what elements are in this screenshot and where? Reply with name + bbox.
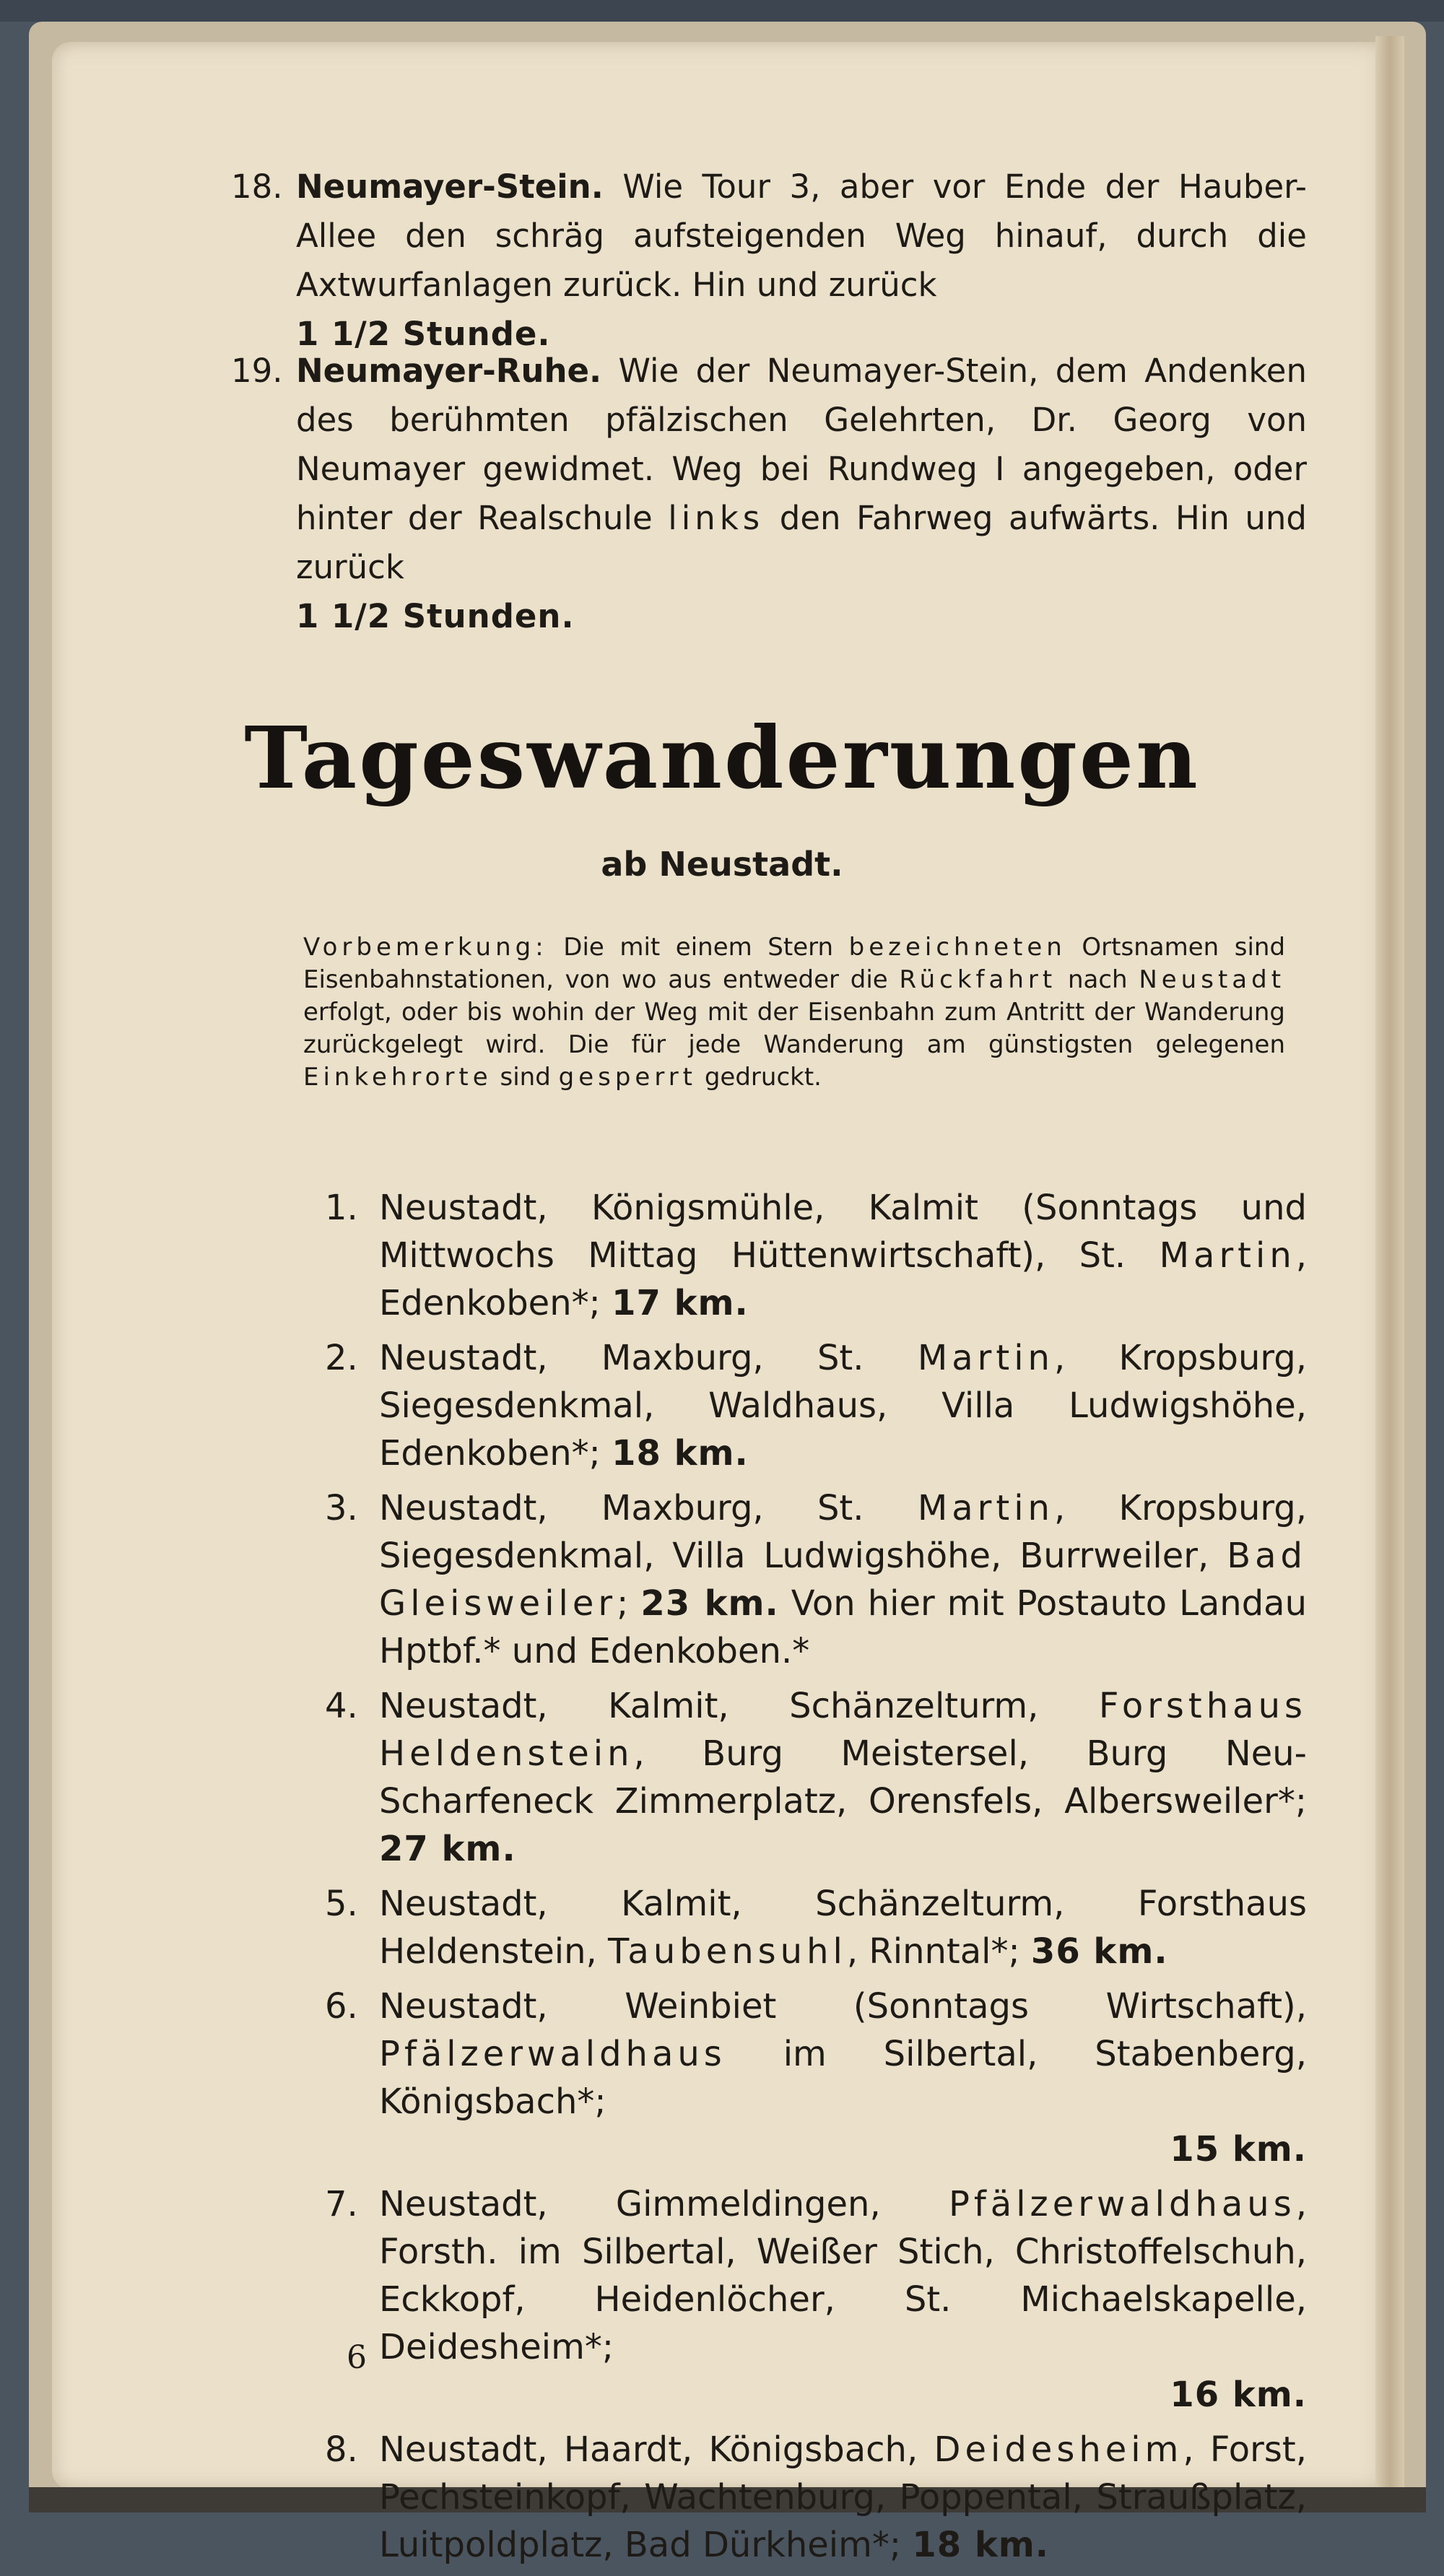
list-item [325,2426,1307,2569]
tour-number: 18. [231,167,283,206]
list-item [325,1880,1307,1975]
page-number: 6 [347,2339,367,2376]
list-item [325,1682,1308,1873]
item-text: Neustadt, Maxburg, St. [379,1338,864,1378]
note-spaced: Neustadt [1139,965,1286,994]
note-spaced: Rückfahrt [899,965,1057,994]
note-spaced: bezeichneten [848,933,1066,962]
tour-18 [231,162,1307,359]
item-distance: 36 km. [1030,1931,1168,1972]
item-text: Neustadt, Kalmit, Schänzelturm, [379,1686,1039,1726]
list-item [325,1484,1308,1675]
day-hikes-list [325,1184,1308,2576]
item-text: , Kropsburg, Siegesdenkmal, Waldhaus, Villa Ludwigshöhe, Edenkoben*; [379,1338,1308,1474]
note-part: sind [500,1063,551,1092]
item-text: Neustadt, Gimmeldingen, [379,2184,881,2224]
note-part: erfolgt, oder bis wohin der Weg mit der Eisenbahn zum Antritt der Wanderung zurückgelegt wird. Die für jede Wanderung am günstigsten gelegenen [303,998,1285,1059]
tour-text-spaced: links [668,499,765,537]
item-spaced: Deidesheim [934,2429,1183,2470]
item-spaced: Bad Gleisweiler [379,1536,1308,1624]
item-number: 3. [325,1488,358,1528]
item-number: 7. [325,2184,358,2224]
note-label: Vorbemerkung: [303,933,548,962]
item-number: 1. [325,1188,358,1228]
item-distance: 23 km. [640,1583,779,1624]
section-subheading: ab Neustadt. [601,845,843,884]
item-text: im Silbertal, Stabenberg, Königsbach*; [379,2034,1307,2122]
item-distance: 27 km. [379,1829,516,1869]
item-text: Von hier mit Postauto Landau Hptbf.* und Edenkoben.* [379,1583,1307,1671]
item-number: 6. [325,1986,358,2027]
preliminary-note [303,931,1285,1094]
note-spaced: Einkehrorte [303,1063,492,1092]
item-number: 2. [325,1338,358,1378]
item-text: , Forst, Pechsteinkopf, Wachtenburg, Poppental, Straußplatz, Luitpoldplatz, Bad Dürkheim*; [379,2429,1307,2565]
note-part: gedruckt. [704,1063,822,1092]
tour-text: Wie Tour 3, aber vor Ende der Hauber-Allee den schräg aufsteigenden Weg hinauf, durch die Axtwurfanlagen zurück. Hin und zurück [296,167,1307,304]
item-text: Neustadt, Kalmit, Schänzelturm, Forsthaus Heldenstein, [379,1884,1307,1972]
tour-number: 19. [231,352,283,390]
item-distance: 17 km. [612,1283,749,1323]
item-text: , Rinntal*; [846,1931,1020,1972]
item-distance: 18 km. [912,2525,1050,2565]
item-text: , Edenkoben*; [379,1235,1308,1323]
item-text: ; [617,1583,629,1624]
scan-background-top [0,0,1444,22]
note-spaced: gesperrt [558,1063,697,1092]
tour-title: Neumayer-Ruhe. [296,352,602,390]
item-distance: 18 km. [612,1433,749,1474]
item-number: 8. [325,2429,358,2470]
list-item [325,1184,1308,1327]
item-text: , Burg Meistersel, Burg Neu-Scharfeneck Zimmerplatz, Orensfels, Albersweiler*; [379,1733,1307,1822]
tour-duration: 1 1/2 Stunde. [296,315,551,353]
note-part: Die mit einem Stern [563,933,834,962]
item-spaced: Martin [917,1488,1054,1528]
tour-text-after: den Fahrweg aufwärts. Hin und zurück [296,499,1307,586]
item-text: Neustadt, Haardt, Königsbach, [379,2429,918,2470]
item-distance: 16 km. [1170,2375,1307,2415]
item-spaced: Taubensuhl [608,1931,847,1972]
item-spaced: Martin [1159,1235,1296,1276]
item-text: Neustadt, Königsmühle, Kalmit (Sonntags und Mittwochs Mittag Hüttenwirtschaft), St. [379,1188,1307,1276]
item-spaced: Martin [917,1338,1054,1378]
item-text: , Forsth. im Silbertal, Weißer Stich, Christoffelschuh, Eckkopf, Heidenlöcher, St. Michaelskapelle, Deidesheim*; [379,2184,1307,2367]
item-distance: 15 km. [1170,2129,1307,2170]
page-gutter [1375,36,1404,2491]
item-text: , Kropsburg, Siegesdenkmal, Villa Ludwigshöhe, Burrweiler, [379,1488,1308,1576]
tour-duration: 1 1/2 Stunden. [296,597,575,635]
note-part: nach [1067,965,1128,994]
section-heading: Tageswanderungen [244,708,1200,808]
item-text: Neustadt, Weinbiet (Sonntags Wirtschaft), [379,1986,1307,2027]
tour-19 [231,347,1307,641]
list-item [325,1983,1307,2173]
item-number: 5. [325,1884,358,1924]
item-spaced: Pfälzerwaldhaus [948,2184,1296,2224]
item-spaced: Forsthaus Heldenstein [379,1686,1308,1774]
item-spaced: Pfälzerwaldhaus [379,2034,726,2074]
list-item [325,1334,1308,1477]
note-part: Ortsnamen sind Eisenbahnstationen, von wo aus entweder die [303,933,1286,994]
tour-text: Wie der Neumayer-Stein, dem Andenken des berühmten pfälzischen Gelehrten, Dr. Georg von Neumayer gewidmet. Weg bei Rundweg I angegeben, oder hinter der Realschule [296,352,1307,537]
tour-title: Neumayer-Stein. [296,167,604,206]
item-number: 4. [325,1686,358,1726]
list-item [325,2180,1307,2419]
item-text: Neustadt, Maxburg, St. [379,1488,864,1528]
